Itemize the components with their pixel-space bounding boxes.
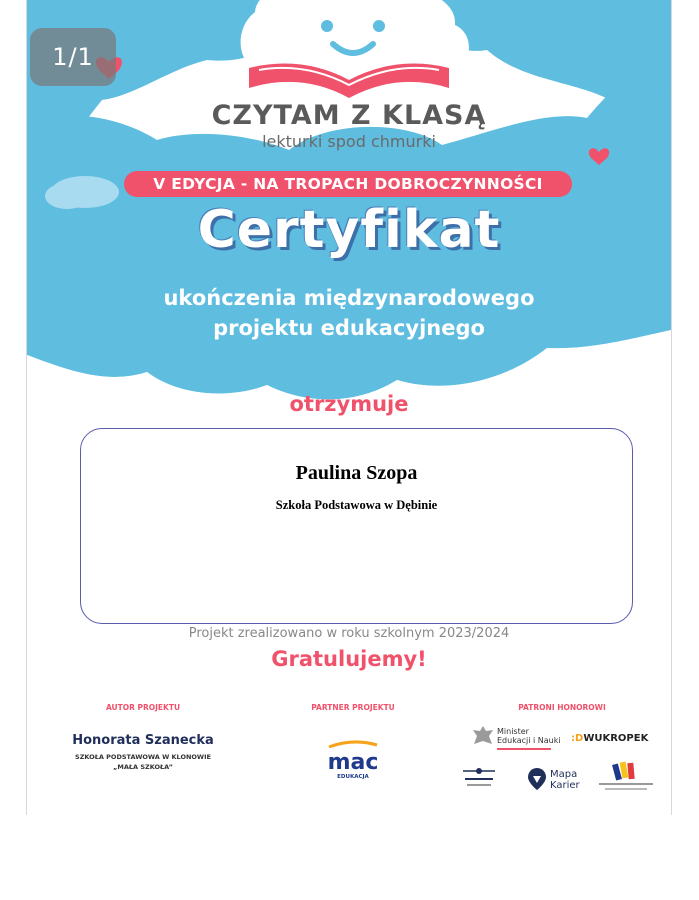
project-year-text: Projekt zrealizowano w roku szkolnym 2023/2024 <box>188 626 510 641</box>
patron-minister-line1: Minister <box>497 727 529 736</box>
author-heading: AUTOR PROJEKTU <box>105 703 181 712</box>
page-indicator-badge: 1/1 <box>30 28 116 86</box>
kultura-caption-line <box>599 783 653 785</box>
partner-heading: PARTNER PROJEKTU <box>311 703 395 712</box>
edition-banner: V EDYCJA - NA TROPACH DOBROCZYNNOŚCI <box>124 171 572 197</box>
mac-logo-swoosh-icon <box>325 740 381 748</box>
logo-subtitle: lekturki spod chmurki <box>262 132 436 151</box>
mac-logo <box>325 733 381 780</box>
mac-logo-word: mac <box>327 750 379 775</box>
certificate-subtitle <box>27 283 671 343</box>
receives-label: otrzymuje <box>289 392 409 416</box>
patron-minister <box>497 727 561 745</box>
recipient-school: Szkoła Podstawowa w Dębinie <box>275 498 438 512</box>
congratulations-text: Gratulujemy! <box>271 647 427 671</box>
author-school <box>57 752 229 772</box>
wukropek-smile-icon: :D <box>571 733 584 744</box>
niezbednik-logo-icon <box>459 765 499 793</box>
author-name: Honorata Szanecka <box>72 733 214 748</box>
patrons-heading: PATRONI HONOROWI <box>518 703 606 712</box>
mapa-karier-pin-icon <box>527 767 547 791</box>
certificate-subtitle-line1: ukończenia międzynarodowego <box>163 286 535 310</box>
certificate-document <box>26 0 672 815</box>
certificate-title: Certyfikat <box>197 200 501 260</box>
logo-title: CZYTAM Z KLASĄ <box>211 100 487 131</box>
kultura-caption-line2 <box>605 788 647 790</box>
recipient-name: Paulina Szopa <box>295 462 418 484</box>
recipient-box <box>80 428 633 624</box>
author-school-line1: SZKOŁA PODSTAWOWA W KLONOWIE <box>75 753 211 761</box>
kultura-logo-icon <box>612 760 636 782</box>
minister-underline <box>497 748 551 750</box>
patron-minister-line2: Edukacji i Nauki <box>497 736 561 745</box>
certificate-subtitle-line2: projektu edukacyjnego <box>213 316 485 340</box>
patron-mapa-line1: Mapa <box>550 769 578 780</box>
mac-logo-sub: EDUKACJA <box>337 774 369 780</box>
eagle-emblem-icon <box>471 724 495 750</box>
patron-mapa-karier <box>550 769 580 791</box>
author-school-line2: „MAŁA SZKOŁA” <box>113 763 173 771</box>
patron-wukropek <box>571 733 648 744</box>
patron-wukropek-label: WUKROPEK <box>583 733 649 744</box>
patron-mapa-line2: Karier <box>550 780 580 791</box>
